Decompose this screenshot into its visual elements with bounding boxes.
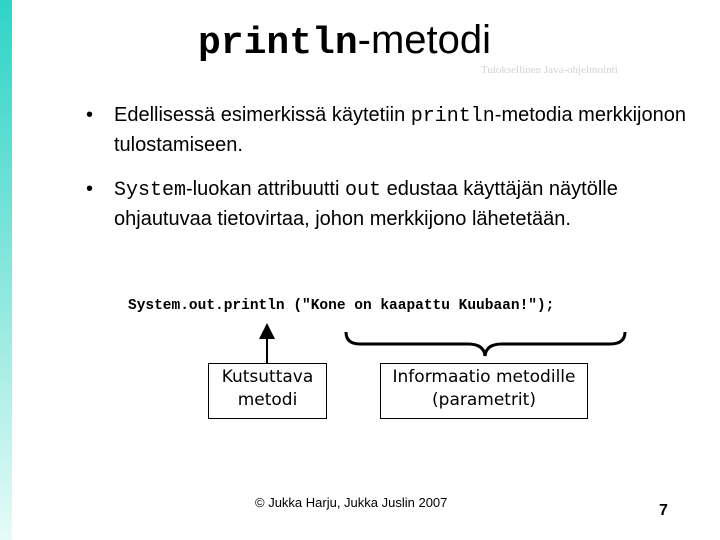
code-example: System.out.println ("Kone on kaapattu Kuubaan!"); [128, 298, 555, 314]
method-label-box [208, 363, 327, 419]
bullet-text-part: -luokan attribuutti [186, 178, 345, 200]
bullet-code: out [345, 179, 382, 202]
method-label-line2: metodi [237, 390, 298, 410]
method-label-line1: Kutsuttava [221, 367, 314, 387]
parameters-label-line2: (parametrit) [432, 390, 536, 410]
parameters-label-line1: Informaatio metodille [392, 367, 576, 387]
bullet-dot: • [86, 104, 94, 126]
parameters-label-box [380, 363, 588, 419]
course-subtitle: Tuloksellinen Java-ohjelmointi [481, 64, 618, 76]
curly-brace-icon [346, 332, 625, 356]
copyright-footer: © Jukka Harju, Jukka Juslin 2007 [255, 495, 448, 510]
bullet-text-part: -metodia merkkijonon tulostamiseen. [114, 104, 686, 156]
page-number: 7 [659, 502, 668, 519]
title-code: println [198, 22, 358, 65]
bullet-text-part: Edellisessä esimerkissä käytetiin [114, 104, 411, 126]
bullet-text-part: edustaa käyttäjän näytölle ohjautuvaa tietovirtaa, johon merkkijono lähetetään. [114, 178, 618, 230]
bullet-code: println [410, 105, 495, 128]
bullet-code: System [114, 179, 187, 202]
title-text: -metodi [357, 18, 492, 62]
bullet-dot: • [86, 178, 94, 200]
up-arrow-icon [259, 323, 275, 363]
